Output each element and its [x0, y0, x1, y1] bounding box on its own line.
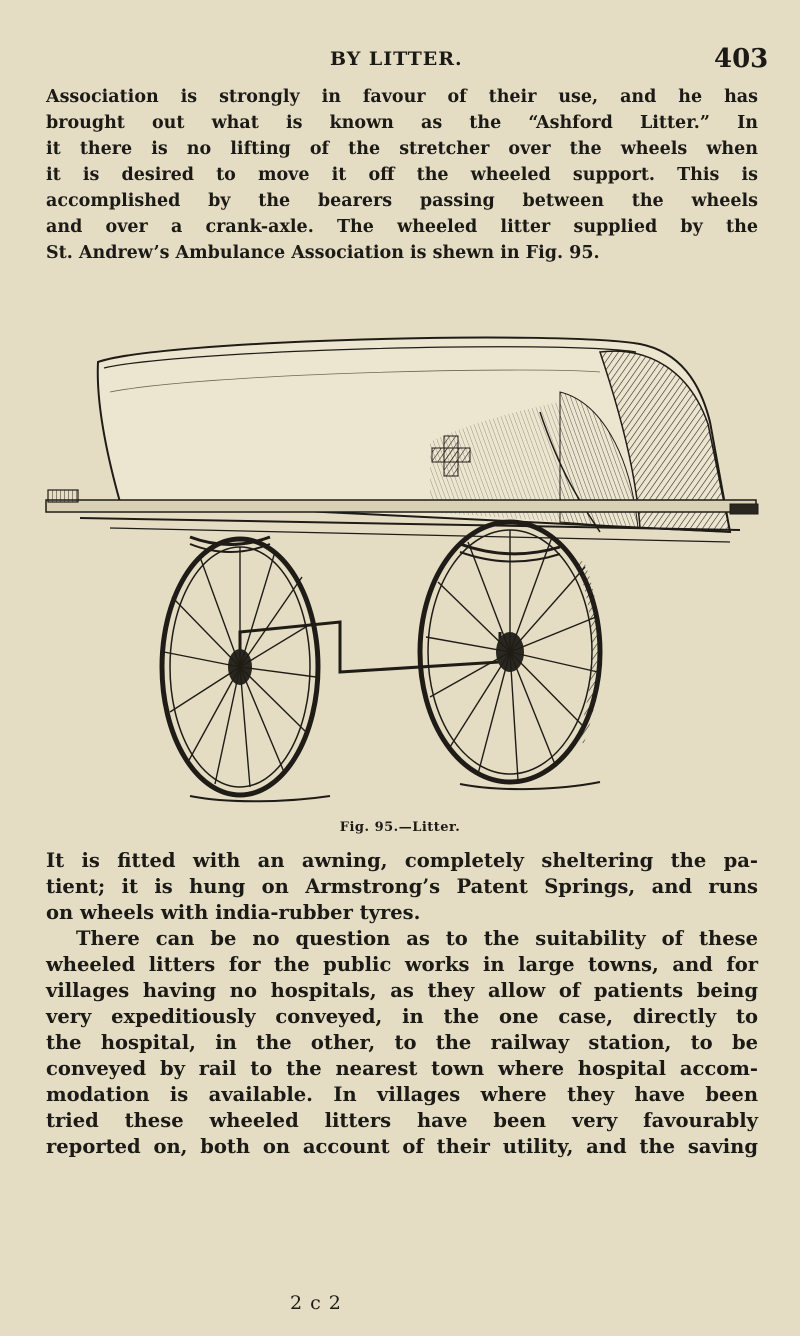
paragraph-2-line: on wheels with india-rubber tyres. — [46, 901, 421, 924]
paragraph-1-line: it there is no lifting of the stretcher over the wheels when — [46, 139, 758, 159]
paragraph-1-line: Association is strongly in favour of their use, and he has — [46, 87, 758, 107]
litter-illustration — [40, 332, 762, 812]
paragraph-3-line: modation is available. In villages where they have been — [46, 1083, 758, 1106]
paragraph-1-line: accomplished by the bearers passing between the wheels — [46, 191, 758, 211]
paragraph-1 — [46, 84, 758, 266]
running-title: BY LITTER. — [330, 48, 463, 70]
paragraph-3-line: wheeled litters for the public works in large towns, and for — [46, 953, 758, 976]
signature-mark: 2 c 2 — [290, 1292, 342, 1314]
paragraph-3-line: villages having no hospitals, as they allow of patients being — [46, 979, 758, 1002]
paragraph-3-line: very expeditiously conveyed, in the one case, directly to — [46, 1005, 758, 1028]
paragraph-3-line: conveyed by rail to the nearest town where hospital accom- — [46, 1057, 758, 1080]
paragraph-2-line: It is fitted with an awning, completely sheltering the pa- — [46, 849, 758, 872]
paragraph-1-line: brought out what is known as the “Ashford Litter.” In — [46, 113, 758, 133]
paragraph-3-line: reported on, both on account of their utility, and the saving — [46, 1135, 758, 1158]
paragraph-1-line: it is desired to move it off the wheeled support. This is — [46, 165, 758, 185]
paragraph-1-line: St. Andrew’s Ambulance Association is shewn in Fig. 95. — [46, 243, 600, 263]
paragraph-1-line: and over a crank-axle. The wheeled litter supplied by the — [46, 217, 758, 237]
running-head — [0, 44, 800, 78]
right-wheel — [420, 522, 600, 782]
paragraph-3-line: There can be no question as to the suitability of these — [76, 927, 758, 950]
left-wheel — [162, 539, 318, 795]
wheeled-litter-engraving — [40, 332, 762, 812]
paragraph-3-line: the hospital, in the other, to the railway station, to be — [46, 1031, 758, 1054]
page-number: 403 — [714, 44, 769, 74]
paragraph-2 — [46, 848, 758, 926]
figure-caption: Fig. 95.—Litter. — [339, 820, 461, 835]
paragraph-3-line: tried these wheeled litters have been very favourably — [46, 1109, 758, 1132]
paragraph-3 — [46, 926, 758, 1160]
paragraph-2-line: tient; it is hung on Armstrong’s Patent Springs, and runs — [46, 875, 758, 898]
